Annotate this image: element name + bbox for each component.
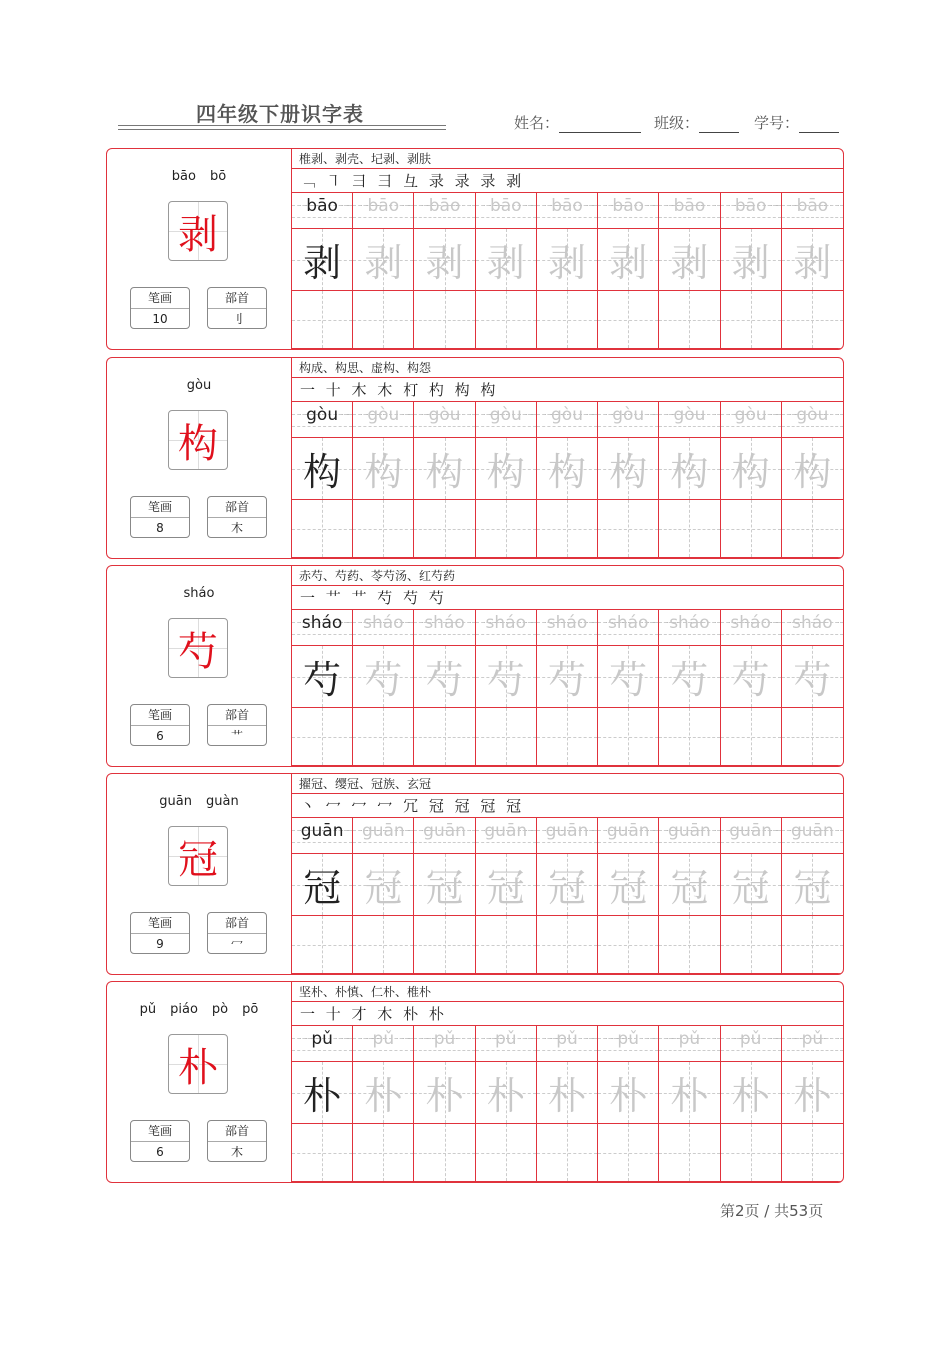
pinyin-reading: bō (209, 169, 227, 184)
blank-practice-cell[interactable] (476, 708, 537, 766)
blank-practice-cell[interactable] (414, 1124, 475, 1182)
practice-grid (292, 818, 843, 974)
char-cell[interactable]: 朴 (476, 1062, 537, 1124)
practice-panel (292, 774, 843, 974)
char-cell[interactable]: 芍 (476, 646, 537, 708)
char-cell[interactable]: 剥 (782, 229, 843, 291)
main-char: 芍 (178, 628, 218, 675)
blank-practice-cell[interactable] (782, 500, 843, 558)
blank-practice-cell[interactable] (598, 1124, 659, 1182)
radical-box (207, 912, 267, 954)
radical-box (207, 704, 267, 746)
char-cell[interactable]: 剥 (721, 229, 782, 291)
blank-practice-cell[interactable] (353, 1124, 414, 1182)
name-blank[interactable] (559, 116, 641, 133)
char-info-panel (107, 774, 292, 974)
char-info-panel (107, 358, 292, 558)
page-number: 第2页 / 共53页 (720, 1202, 824, 1220)
blank-practice-cell[interactable] (537, 708, 598, 766)
class-blank[interactable] (699, 116, 739, 133)
pinyin-reading: guàn (206, 794, 239, 809)
pinyin-cell[interactable]: bāo (353, 193, 414, 229)
char-cell[interactable]: 剥 (659, 229, 720, 291)
blank-practice-cell[interactable] (537, 500, 598, 558)
pinyin-cell[interactable]: sháo (353, 610, 414, 646)
char-cell[interactable]: 构 (537, 438, 598, 500)
char-cell[interactable]: 剥 (537, 229, 598, 291)
radical-box (207, 1120, 267, 1162)
char-cell[interactable]: 朴 (414, 1062, 475, 1124)
char-cell[interactable]: 剥 (414, 229, 475, 291)
pinyin-cell[interactable]: bāo (782, 193, 843, 229)
radical-label: 部首 (208, 497, 266, 518)
word-list: 擢冠、缨冠、冠族、玄冠 (292, 774, 843, 794)
char-cell[interactable]: 冠 (353, 854, 414, 916)
pinyin-cell[interactable]: bāo (598, 193, 659, 229)
blank-practice-cell[interactable] (721, 500, 782, 558)
char-cell[interactable]: 芍 (598, 646, 659, 708)
char-cell[interactable]: 芍 (721, 646, 782, 708)
pinyin-cell[interactable]: sháo (414, 610, 475, 646)
stroke-count-box (130, 912, 190, 954)
pinyin-cell[interactable]: pǔ (598, 1026, 659, 1062)
char-cell[interactable]: 冠 (782, 854, 843, 916)
char-cell[interactable]: 朴 (721, 1062, 782, 1124)
char-cell[interactable]: 芍 (537, 646, 598, 708)
stroke-count-box (130, 287, 190, 329)
pinyin-cell[interactable]: gòu (414, 402, 475, 438)
stroke-order: 丶 冖 冖 冖 冗 冠 冠 冠 冠 (292, 794, 843, 818)
word-list: 赤芍、芍药、苓芍汤、红芍药 (292, 566, 843, 586)
stroke-order: 一 艹 艹 芍 芍 芍 (292, 586, 843, 610)
main-char: 冠 (178, 836, 218, 883)
char-box (168, 201, 228, 261)
radical-box (207, 287, 267, 329)
char-cell[interactable]: 剥 (598, 229, 659, 291)
blank-practice-cell[interactable] (598, 916, 659, 974)
character-card (106, 148, 844, 350)
char-cell[interactable]: 芍 (353, 646, 414, 708)
char-cell[interactable]: 构 (598, 438, 659, 500)
pinyin-cell[interactable]: gòu (476, 402, 537, 438)
pinyin-cell[interactable]: guān (659, 818, 720, 854)
word-list: 坚朴、朴慎、仁朴、椎朴 (292, 982, 843, 1002)
blank-practice-cell[interactable] (782, 916, 843, 974)
pinyin-cell[interactable]: guān (721, 818, 782, 854)
pinyin-cell[interactable]: bāo (721, 193, 782, 229)
blank-practice-cell[interactable] (659, 916, 720, 974)
char-cell[interactable]: 剥 (476, 229, 537, 291)
stroke-count-box (130, 1120, 190, 1162)
char-cell[interactable]: 冠 (476, 854, 537, 916)
pinyin-list (107, 1002, 291, 1017)
pinyin-cell[interactable]: gòu (782, 402, 843, 438)
name-field[interactable]: 姓名： (514, 112, 641, 133)
character-card (106, 981, 844, 1183)
blank-practice-cell[interactable] (537, 1124, 598, 1182)
blank-practice-cell[interactable] (598, 291, 659, 349)
blank-practice-cell[interactable] (476, 1124, 537, 1182)
pinyin-cell[interactable]: pǔ (476, 1026, 537, 1062)
blank-practice-cell[interactable] (414, 291, 475, 349)
blank-practice-cell[interactable] (292, 916, 353, 974)
pinyin-cell[interactable]: pǔ (782, 1026, 843, 1062)
char-info-panel (107, 566, 292, 766)
stroke-count-value: 9 (156, 937, 164, 951)
blank-practice-cell[interactable] (353, 291, 414, 349)
practice-grid (292, 1026, 843, 1182)
pinyin-reading: sháo (183, 586, 215, 601)
practice-panel (292, 149, 843, 349)
stroke-count-box (130, 496, 190, 538)
pinyin-reading: gòu (186, 378, 212, 393)
radical-label: 部首 (208, 1121, 266, 1142)
radical-value: 冖 (230, 937, 243, 951)
pinyin-cell[interactable]: pǔ (292, 1026, 353, 1062)
blank-practice-cell[interactable] (782, 1124, 843, 1182)
pinyin-cell[interactable]: guān (353, 818, 414, 854)
blank-practice-cell[interactable] (537, 916, 598, 974)
pinyin-cell[interactable]: guān (537, 818, 598, 854)
blank-practice-cell[interactable] (353, 500, 414, 558)
char-info-panel (107, 982, 292, 1182)
char-cell[interactable]: 构 (782, 438, 843, 500)
blank-practice-cell[interactable] (353, 708, 414, 766)
class-field[interactable]: 班级： (654, 112, 739, 133)
page-title: 四年级下册识字表 (196, 102, 364, 126)
char-cell[interactable]: 朴 (659, 1062, 720, 1124)
char-box (168, 618, 228, 678)
radical-label: 部首 (208, 913, 266, 934)
number-field[interactable]: 学号： (754, 112, 839, 133)
pinyin-cell[interactable]: bāo (476, 193, 537, 229)
character-card (106, 773, 844, 975)
char-info-panel (107, 149, 292, 349)
radical-value: 艹 (230, 729, 243, 743)
stroke-count-box (130, 704, 190, 746)
pinyin-cell[interactable]: gòu (721, 402, 782, 438)
pinyin-reading: guān (159, 794, 192, 809)
blank-practice-cell[interactable] (659, 500, 720, 558)
main-char: 构 (178, 420, 218, 467)
pinyin-cell[interactable]: pǔ (721, 1026, 782, 1062)
char-cell[interactable]: 朴 (353, 1062, 414, 1124)
radical-label: 部首 (208, 288, 266, 309)
title-underline (118, 129, 446, 130)
blank-practice-cell[interactable] (782, 291, 843, 349)
word-list: 构成、构思、虚构、构怨 (292, 358, 843, 378)
pinyin-reading: pǔ (139, 1002, 157, 1017)
word-list: 椎剥、剥壳、圮剥、剥肤 (292, 149, 843, 169)
pinyin-reading: pō (242, 1002, 259, 1017)
char-box (168, 410, 228, 470)
pinyin-cell[interactable]: gòu (292, 402, 353, 438)
pinyin-cell[interactable]: gòu (537, 402, 598, 438)
blank-practice-cell[interactable] (782, 708, 843, 766)
char-box (168, 1034, 228, 1094)
char-cell[interactable]: 冠 (659, 854, 720, 916)
main-char: 剥 (178, 211, 218, 258)
pinyin-list (107, 378, 291, 393)
practice-grid (292, 193, 843, 349)
blank-practice-cell[interactable] (659, 1124, 720, 1182)
stroke-count-label: 笔画 (131, 705, 189, 726)
blank-practice-cell[interactable] (292, 708, 353, 766)
blank-practice-cell[interactable] (598, 708, 659, 766)
pinyin-cell[interactable]: gòu (598, 402, 659, 438)
pinyin-list (107, 586, 291, 601)
blank-practice-cell[interactable] (414, 916, 475, 974)
pinyin-cell[interactable]: sháo (537, 610, 598, 646)
stroke-count-label: 笔画 (131, 288, 189, 309)
pinyin-list (107, 169, 291, 184)
char-cell[interactable]: 冠 (414, 854, 475, 916)
blank-practice-cell[interactable] (659, 708, 720, 766)
main-char: 朴 (178, 1044, 218, 1091)
pinyin-reading: pò (211, 1002, 229, 1017)
radical-value: 刂 (230, 312, 243, 326)
char-cell[interactable]: 芍 (659, 646, 720, 708)
pinyin-reading: piáo (170, 1002, 198, 1017)
title-underline (118, 125, 446, 126)
stroke-count-value: 6 (156, 1145, 164, 1159)
blank-practice-cell[interactable] (659, 291, 720, 349)
char-cell[interactable]: 朴 (537, 1062, 598, 1124)
stroke-count-value: 8 (156, 521, 164, 535)
pinyin-reading: bāo (171, 169, 196, 184)
char-cell[interactable]: 剥 (292, 229, 353, 291)
pinyin-cell[interactable]: pǔ (537, 1026, 598, 1062)
char-cell[interactable]: 剥 (353, 229, 414, 291)
stroke-order: ﹁ ㇕ ⺕ 彐 彑 录 录 录 剥 (292, 169, 843, 193)
practice-panel (292, 566, 843, 766)
pinyin-cell[interactable]: guān (782, 818, 843, 854)
practice-panel (292, 358, 843, 558)
blank-practice-cell[interactable] (721, 1124, 782, 1182)
pinyin-cell[interactable]: bāo (292, 193, 353, 229)
blank-practice-cell[interactable] (476, 500, 537, 558)
pinyin-cell[interactable]: gòu (659, 402, 720, 438)
stroke-count-value: 6 (156, 729, 164, 743)
pinyin-cell[interactable]: bāo (537, 193, 598, 229)
char-cell[interactable]: 构 (659, 438, 720, 500)
blank-practice-cell[interactable] (721, 291, 782, 349)
char-cell[interactable]: 朴 (598, 1062, 659, 1124)
number-blank[interactable] (799, 116, 839, 133)
char-cell[interactable]: 构 (414, 438, 475, 500)
stroke-order: 一 十 木 木 朾 杓 构 构 (292, 378, 843, 402)
blank-practice-cell[interactable] (414, 708, 475, 766)
stroke-count-label: 笔画 (131, 1121, 189, 1142)
char-cell[interactable]: 芍 (292, 646, 353, 708)
stroke-order: 一 十 才 木 朴 朴 (292, 1002, 843, 1026)
pinyin-cell[interactable]: sháo (292, 610, 353, 646)
character-card (106, 357, 844, 559)
stroke-count-label: 笔画 (131, 913, 189, 934)
char-cell[interactable]: 芍 (414, 646, 475, 708)
char-box (168, 826, 228, 886)
pinyin-cell[interactable]: pǔ (659, 1026, 720, 1062)
char-cell[interactable]: 朴 (782, 1062, 843, 1124)
char-cell[interactable]: 冠 (721, 854, 782, 916)
radical-label: 部首 (208, 705, 266, 726)
blank-practice-cell[interactable] (476, 916, 537, 974)
stroke-count-value: 10 (152, 312, 168, 326)
character-card (106, 565, 844, 767)
practice-panel (292, 982, 843, 1182)
char-cell[interactable]: 芍 (782, 646, 843, 708)
blank-practice-cell[interactable] (476, 291, 537, 349)
blank-practice-cell[interactable] (292, 291, 353, 349)
blank-practice-cell[interactable] (292, 500, 353, 558)
pinyin-cell[interactable]: guān (414, 818, 475, 854)
char-cell[interactable]: 构 (292, 438, 353, 500)
radical-box (207, 496, 267, 538)
stroke-count-label: 笔画 (131, 497, 189, 518)
pinyin-cell[interactable]: gòu (353, 402, 414, 438)
char-cell[interactable]: 构 (721, 438, 782, 500)
blank-practice-cell[interactable] (353, 916, 414, 974)
blank-practice-cell[interactable] (292, 1124, 353, 1182)
pinyin-cell[interactable]: sháo (659, 610, 720, 646)
blank-practice-cell[interactable] (721, 916, 782, 974)
blank-practice-cell[interactable] (721, 708, 782, 766)
radical-value: 木 (230, 1145, 243, 1159)
char-cell[interactable]: 冠 (292, 854, 353, 916)
pinyin-cell[interactable]: sháo (476, 610, 537, 646)
pinyin-cell[interactable]: sháo (782, 610, 843, 646)
pinyin-list (107, 794, 291, 809)
pinyin-cell[interactable]: pǔ (353, 1026, 414, 1062)
char-cell[interactable]: 冠 (598, 854, 659, 916)
practice-grid (292, 402, 843, 558)
pinyin-cell[interactable]: guān (476, 818, 537, 854)
char-cell[interactable]: 冠 (537, 854, 598, 916)
char-cell[interactable]: 构 (476, 438, 537, 500)
pinyin-cell[interactable]: bāo (659, 193, 720, 229)
char-cell[interactable]: 朴 (292, 1062, 353, 1124)
radical-value: 木 (230, 521, 243, 535)
pinyin-cell[interactable]: bāo (414, 193, 475, 229)
blank-practice-cell[interactable] (414, 500, 475, 558)
practice-grid (292, 610, 843, 766)
blank-practice-cell[interactable] (537, 291, 598, 349)
pinyin-cell[interactable]: guān (292, 818, 353, 854)
char-cell[interactable]: 构 (353, 438, 414, 500)
pinyin-cell[interactable]: pǔ (414, 1026, 475, 1062)
pinyin-cell[interactable]: guān (598, 818, 659, 854)
pinyin-cell[interactable]: sháo (721, 610, 782, 646)
pinyin-cell[interactable]: sháo (598, 610, 659, 646)
blank-practice-cell[interactable] (598, 500, 659, 558)
